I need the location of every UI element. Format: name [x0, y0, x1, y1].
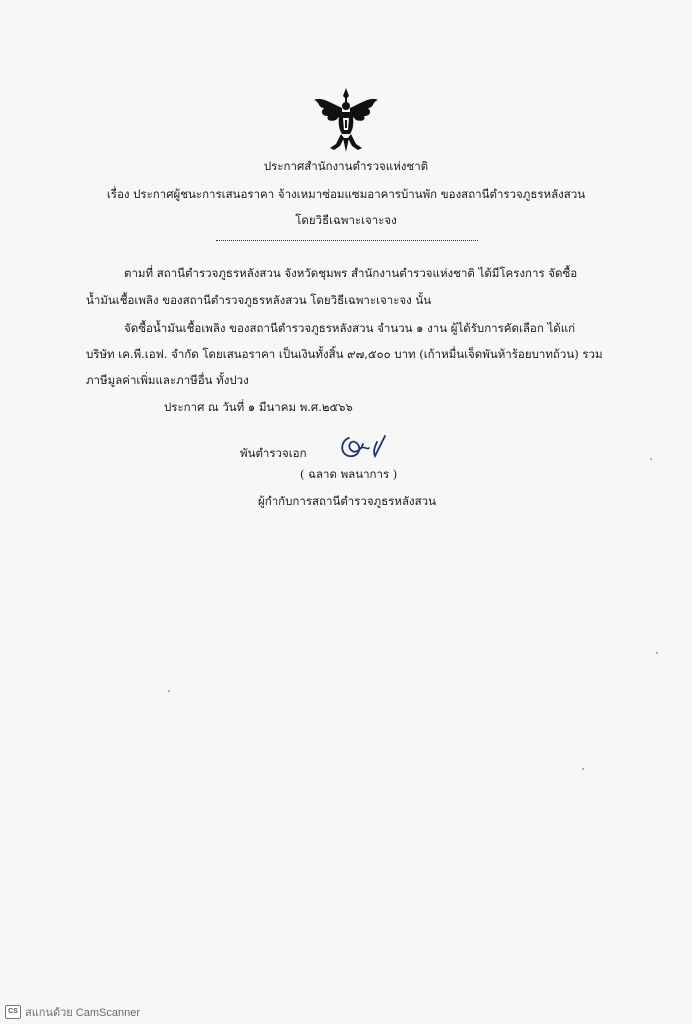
signer-position: ผู้กำกับการสถานีตำรวจภูธรหลังสวน [258, 494, 436, 508]
body-paragraph-line-2: น้ำมันเชื้อเพลิง ของสถานีตำรวจภูธรหลังสวน โดยวิธีเฉพาะเจาะจง นั้น [86, 293, 432, 307]
dotted-divider [216, 240, 478, 241]
body-paragraph-line-4: บริษัท เค.พี.เอฟ. จำกัด โดยเสนอราคา เป็นเงินทั้งสิ้น ๙๗,๕๐๐ บาท (เก้าหมื่นเจ็ดพันห้าร้อยบาทถ้วน) รวม [86, 347, 603, 361]
announcement-date: ประกาศ ณ วันที่ ๑ มีนาคม พ.ศ.๒๕๖๖ [164, 400, 353, 414]
signer-rank: พันตำรวจเอก [240, 446, 307, 460]
announcement-method: โดยวิธีเฉพาะเจาะจง [295, 213, 397, 227]
announcement-subject: เรื่อง ประกาศผู้ชนะการเสนอราคา จ้างเหมาซ่อมแซมอาคารบ้านพัก ของสถานีตำรวจภูธรหลังสวน [106, 187, 586, 201]
signer-name: ( ฉลาด พลนาการ ) [300, 467, 398, 481]
body-paragraph-line-3: จัดซื้อน้ำมันเชื้อเพลิง ของสถานีตำรวจภูธรหลังสวน จำนวน ๑ งาน ผู้ได้รับการคัดเลือก ได้แก่ [124, 321, 576, 335]
body-paragraph-line-1: ตามที่ สถานีตำรวจภูธรหลังสวน จังหวัดชุมพร สำนักงานตำรวจแห่งชาติ ได้มีโครงการ จัดซื้อ [124, 266, 578, 280]
camscanner-watermark [5, 1003, 140, 1021]
camscanner-logo-icon: CS [5, 1005, 21, 1019]
body-paragraph-line-5: ภาษีมูลค่าเพิ่มและภาษีอื่น ทั้งปวง [86, 373, 249, 387]
announcement-heading: ประกาศสำนักงานตำรวจแห่งชาติ [263, 159, 429, 173]
garuda-emblem-icon [310, 86, 382, 154]
camscanner-text: สแกนด้วย CamScanner [25, 1007, 141, 1019]
handwritten-signature [333, 428, 393, 464]
